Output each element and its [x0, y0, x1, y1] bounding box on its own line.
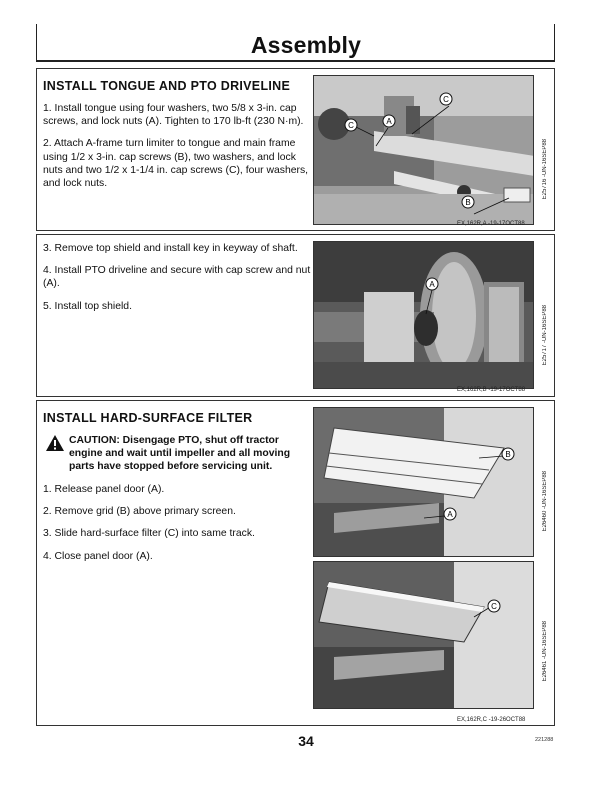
page-title: Assembly [250, 32, 362, 58]
step-text: 4. Install PTO driveline and secure with cap screw and nut (A). [43, 265, 311, 290]
figure-code: E25717 -UN-16SEP88 [542, 305, 548, 366]
photo-tongue-install [313, 75, 534, 225]
step-text: 2. Attach A-frame turn limiter to tongue and main frame using 1/2 x 3-in. cap screws (B), two washers, and lock nuts and two 1/2 x 1-1/4 in. cap screws (C), four washers, and lock nuts. [43, 138, 309, 190]
section-text [43, 235, 315, 313]
svg-text:B: B [465, 198, 471, 207]
callout-c-icon [487, 599, 501, 613]
callout-a-icon [443, 507, 457, 521]
callout-c-icon [344, 118, 358, 132]
warning-icon [45, 434, 65, 452]
step-text: 2. Remove grid (B) above primary screen. [43, 506, 236, 518]
document-code: 221288 [535, 737, 554, 743]
section-hard-surface-filter [36, 400, 555, 726]
page-number: 34 [298, 733, 314, 749]
step-text: 4. Close panel door (A). [43, 550, 153, 562]
caution-text: CAUTION: Disengage PTO, shut off tractor engine and wait until impeller and all moving parts have stopped before servicing unit. [69, 435, 291, 472]
svg-text:C: C [491, 602, 497, 611]
svg-text:B: B [505, 450, 511, 459]
figure-code: E26461 -UN-16SEP88 [542, 621, 548, 682]
figure-ref: EX,162R,C -19-26OCT88 [457, 717, 526, 723]
svg-text:C: C [443, 95, 449, 104]
section-tongue-pto [36, 68, 555, 231]
caution-notice [43, 434, 315, 473]
section-heading: INSTALL HARD-SURFACE FILTER [43, 411, 253, 425]
callout-c-icon [439, 92, 453, 106]
section-text [43, 69, 315, 190]
title-underline [36, 60, 555, 62]
callout-b-icon [501, 447, 515, 461]
step-text: 1. Release panel door (A). [43, 484, 165, 495]
section-text [43, 401, 315, 563]
section-heading: INSTALL TONGUE AND PTO DRIVELINE [43, 79, 291, 93]
figure-ref: EX,162R,A -19-17OCT88 [457, 221, 525, 227]
step-text: 3. Remove top shield and install key in keyway of shaft. [43, 243, 298, 254]
svg-text:C: C [348, 121, 354, 130]
svg-text:A: A [429, 280, 435, 289]
figure-code: E25716 -UN-16SEP88 [542, 139, 548, 200]
photo-filter-install [313, 561, 534, 709]
callout-a-icon [382, 114, 396, 128]
photo-pto-driveline [313, 241, 534, 389]
section-pto-driveline [36, 234, 555, 397]
figure-code: E26460 -UN-16SEP88 [542, 471, 548, 532]
step-text: 1. Install tongue using four washers, two 5/8 x 3-in. cap screws, and lock nuts (A). Tighten to 170 lb-ft (230 N·m). [43, 103, 304, 128]
step-text: 3. Slide hard-surface filter (C) into same track. [43, 528, 255, 540]
callout-a-icon [425, 277, 439, 291]
figure-ref: EX,162R,B -19-17OCT88 [457, 387, 526, 393]
step-text: 5. Install top shield. [43, 300, 132, 312]
svg-text:A: A [386, 117, 392, 126]
photo-grid-removal [313, 407, 534, 557]
svg-text:A: A [447, 510, 453, 519]
callout-b-icon [461, 195, 475, 209]
